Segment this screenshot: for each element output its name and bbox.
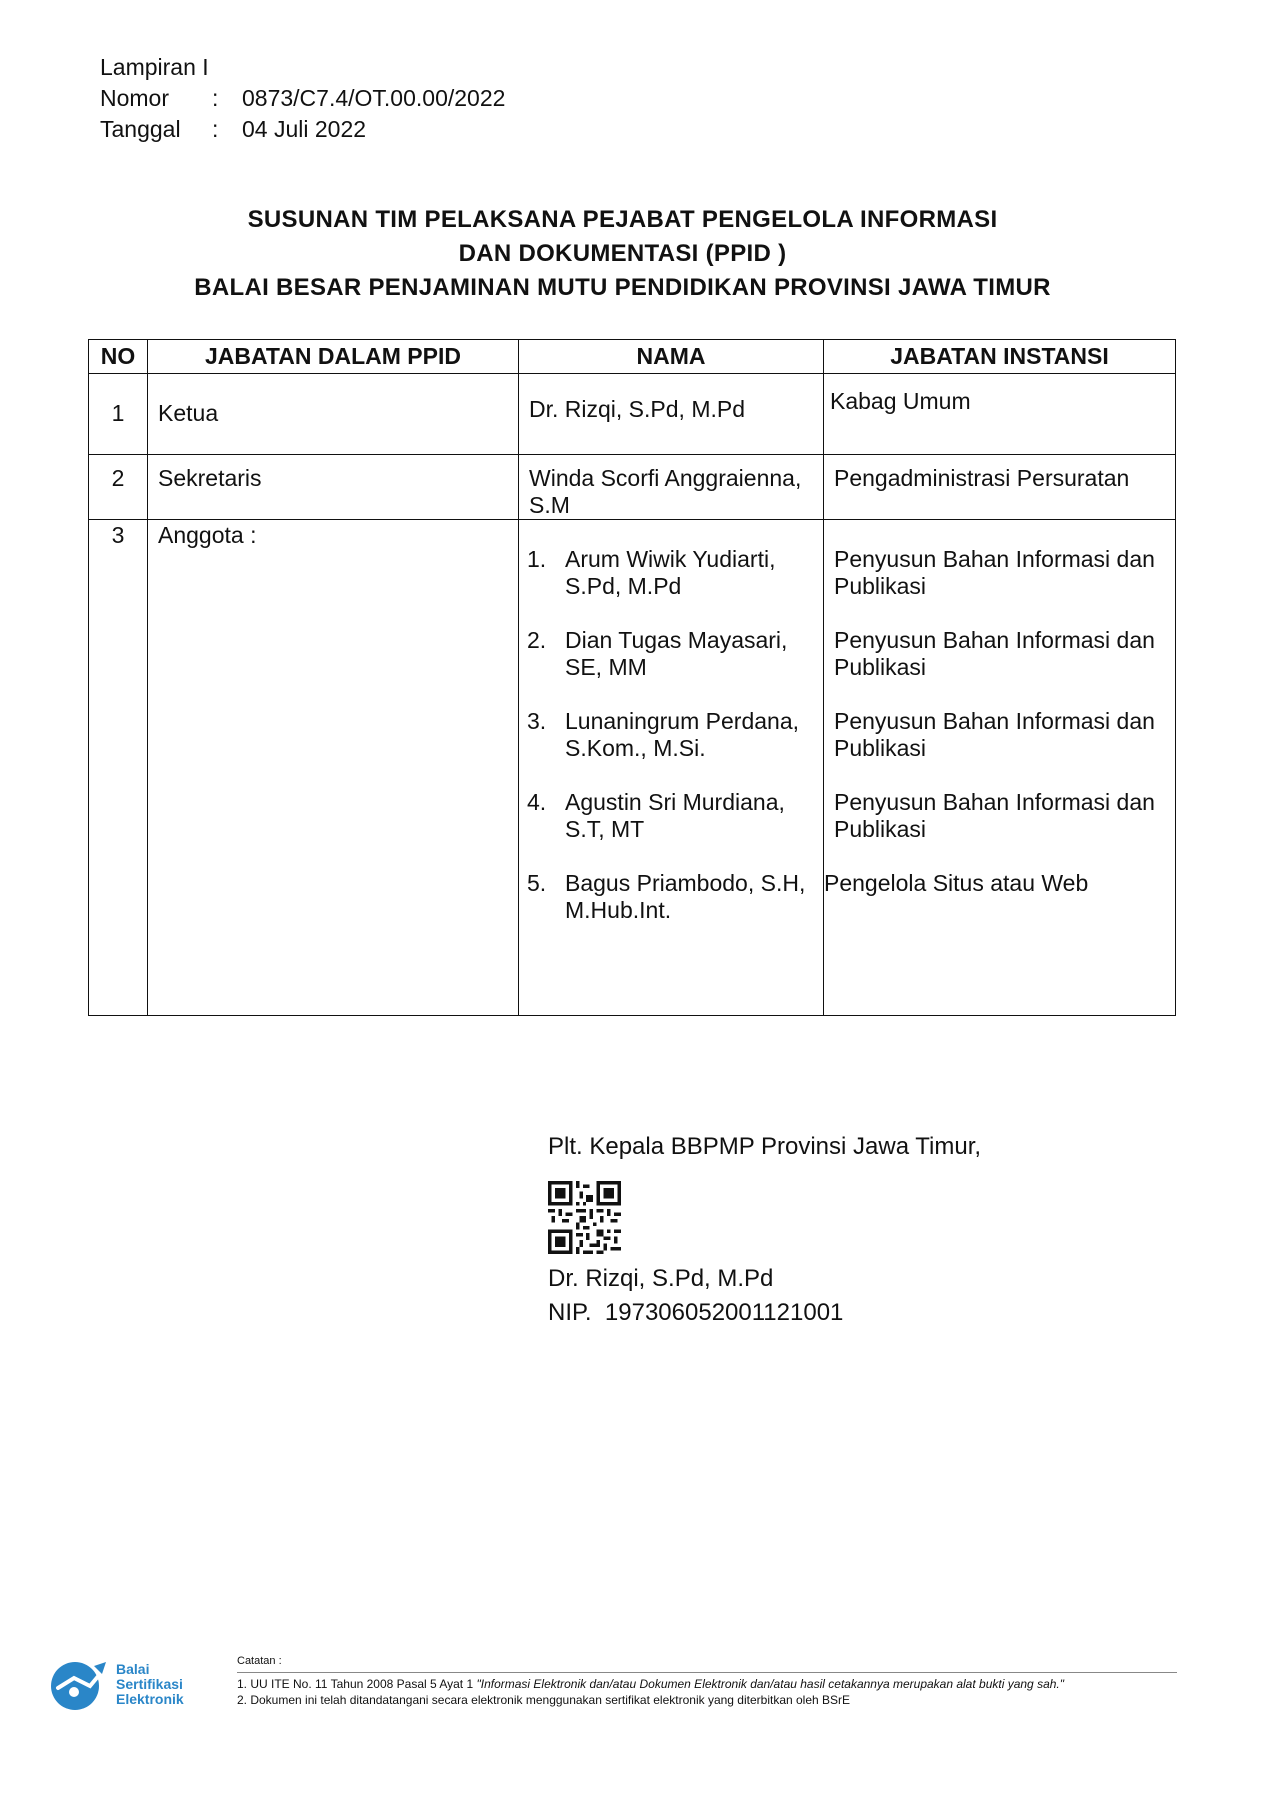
title-line-3: BALAI BESAR PENJAMINAN MUTU PENDIDIKAN PROVINSI JAWA TIMUR [194,274,1051,301]
document-title [0,203,1245,305]
note-1 [237,1676,1177,1692]
row-jabatan-ppid: Sekretaris [148,455,519,520]
header-jabatan-instansi: JABATAN INSTANSI [824,340,1176,374]
row-no: 1 [89,374,148,455]
table-row [89,520,1176,1016]
signatory-name: Dr. Rizqi, S.Pd, M.Pd [548,1265,774,1292]
member-name: Dian Tugas Mayasari, SE, MM [565,627,788,680]
reference-block [100,52,505,145]
list-item: Penyusun Bahan Informasi dan Publikasi [834,708,1155,761]
anggota-instansi-cell [824,520,1176,1016]
member-name: Bagus Priambodo, S.H, M.Hub.Int. [565,870,806,923]
list-item: Penyusun Bahan Informasi dan Publikasi [834,627,1155,680]
nomor-label: Nomor [100,85,170,111]
member-name: Lunaningrum Perdana, S.Kom., M.Si. [565,708,799,761]
list-item [527,627,813,681]
logo-line-2: Sertifikasi [116,1675,183,1692]
logo-line-1: Balai [116,1660,150,1677]
table-row [89,455,1176,520]
nomor-colon: : [212,85,219,111]
row-nama: Dr. Rizqi, S.Pd, M.Pd [519,374,824,455]
tanggal-colon: : [212,116,219,142]
ppid-table [88,339,1176,1016]
member-number: 3. [527,708,547,734]
signature-position: Plt. Kepala BBPMP Provinsi Jawa Timur, [548,1133,982,1160]
nomor-line [100,83,505,114]
qr-code-icon [548,1181,621,1254]
instansi-list [824,520,1175,924]
title-line-1: SUSUNAN TIM PELAKSANA PEJABAT PENGELOLA INFORMASI [247,206,998,233]
bsre-emblem-icon [44,1656,110,1712]
row-nama: Winda Scorfi Anggraienna, S.M [519,455,824,520]
member-number: 5. [527,870,547,896]
tanggal-value: 04 Juli 2022 [242,116,367,142]
anggota-list [519,520,823,924]
tanggal-label: Tanggal [100,116,181,142]
lampiran-text: Lampiran I [100,54,209,80]
header-jabatan-ppid: JABATAN DALAM PPID [148,340,519,374]
row-jabatan-instansi: Pengadministrasi Persuratan [824,455,1176,520]
list-item [527,708,813,789]
logo-line-3: Elektronik [116,1690,184,1707]
row-jabatan-ppid: Ketua [148,374,519,455]
signatory-nip: NIP. 197306052001121001 [548,1299,844,1326]
list-item: Pengelola Situs atau Web [824,870,1089,896]
anggota-nama-cell [519,520,824,1016]
list-item [527,789,813,843]
table-header-row [89,340,1176,374]
header-nama: NAMA [519,340,824,374]
member-name: Agustin Sri Murdiana, S.T, MT [565,789,785,842]
notes-divider [237,1672,1177,1673]
table-row [89,374,1176,455]
member-name: Arum Wiwik Yudiarti, S.Pd, M.Pd [565,546,776,599]
member-number: 1. [527,546,547,572]
nomor-value: 0873/C7.4/OT.00.00/2022 [242,85,506,111]
list-item [527,546,813,600]
note-2: 2. Dokumen ini telah ditandatangani secara elektronik menggunakan sertifikat elektronik yang diterbitkan oleh BSrE [237,1693,851,1707]
title-line-2: DAN DOKUMENTASI (PPID ) [458,240,787,267]
list-item: Penyusun Bahan Informasi dan Publikasi [834,546,1155,599]
note-1-prefix: 1. UU ITE No. 11 Tahun 2008 Pasal 5 Ayat 1 [237,1677,477,1691]
list-item: Penyusun Bahan Informasi dan Publikasi [834,789,1155,842]
bsre-logo [44,1656,184,1712]
member-number: 2. [527,627,547,653]
row-jabatan-instansi: Kabag Umum [824,374,1176,455]
notes-header: Catatan : [237,1655,282,1667]
lampiran-line [100,52,505,83]
footer-notes [237,1653,1177,1708]
bsre-logo-text [116,1662,184,1707]
note-1-quote: "Informasi Elektronik dan/atau Dokumen Elektronik dan/atau hasil cetakannya merupakan alat bukti yang sah." [476,1677,1065,1691]
member-number: 4. [527,789,547,815]
list-item [527,870,813,924]
row-jabatan-ppid: Anggota : [148,520,519,1016]
row-no: 2 [89,455,148,520]
row-no: 3 [89,520,148,1016]
tanggal-line [100,114,505,145]
header-no: NO [89,340,148,374]
